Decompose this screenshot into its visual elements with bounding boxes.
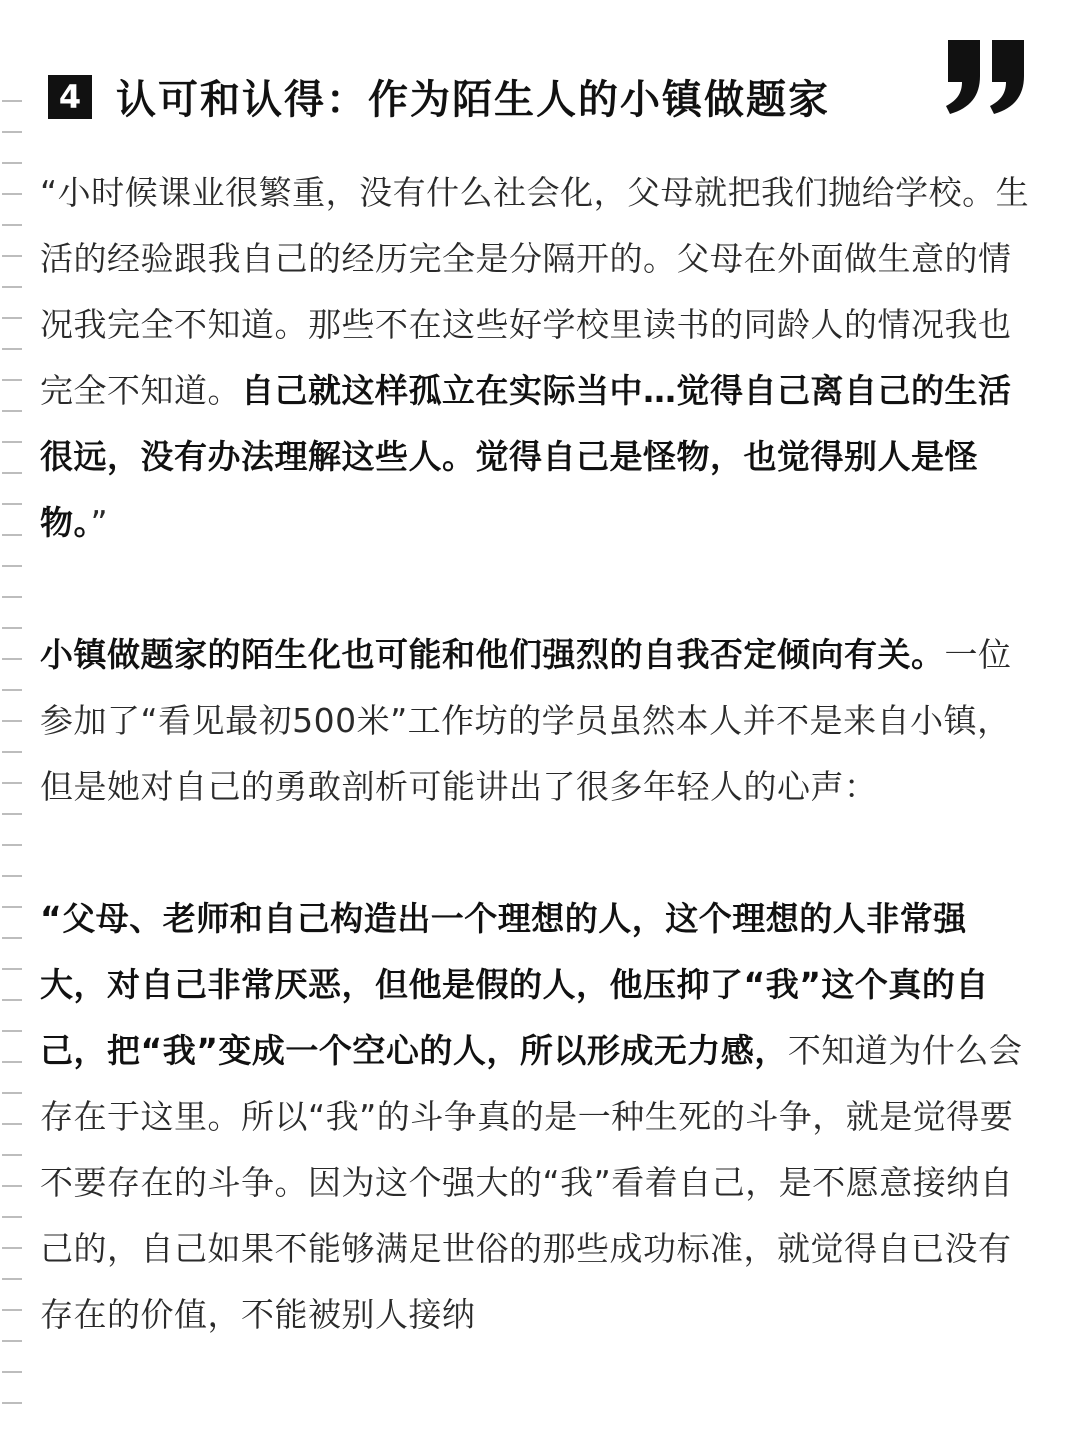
quote-paragraph-3 <box>40 886 1030 1348</box>
paragraph-spacer <box>40 556 1030 622</box>
body-paragraph-2 <box>40 622 1030 820</box>
section-title: 认可和认得：作为陌生人的小镇做题家 <box>116 76 830 123</box>
section-number-badge: 4 <box>48 75 92 119</box>
quote-paragraph-1 <box>40 160 1030 556</box>
quote-3-normal-text: 不知道为什么会存在于这里。所以“我”的斗争真的是一种生死的斗争，就是觉得要不要存在的斗争。因为这个强大的“我”看着自己，是不愿意接纳自己的，自己如果不能够满足世俗的那些成功标准，就觉得自已没有存在的价值，不能被别人接纳 <box>40 1031 1023 1334</box>
paragraph-spacer <box>40 820 1030 886</box>
quote-1-closing-mark: ” <box>90 503 109 542</box>
section-heading <box>48 70 830 122</box>
left-dashed-rule <box>0 100 22 1430</box>
quote-3-bold-text: “父母、老师和自己构造出一个理想的人，这个理想的人非常强大，对自己非常厌恶，但他是假的人，他压抑了“我”这个真的自己，把“我”变成一个空心的人，所以形成无力感， <box>40 899 989 1070</box>
article-body <box>40 160 1030 1348</box>
paragraph-2-normal-text: 一位参加了“看见最初500米”工作坊的学员虽然本人并不是来自小镇，但是她对自己的勇敢剖析可能讲出了很多年轻人的心声： <box>40 635 1012 806</box>
quote-1-normal-text: “小时候课业很繁重，没有什么社会化，父母就把我们抛给学校。生活的经验跟我自己的经历完全是分隔开的。父母在外面做生意的情况我完全不知道。那些不在这些好学校里读书的同龄人的情况我也完全不知道。 <box>40 173 1030 410</box>
quote-mark-icon <box>940 36 1032 116</box>
quote-1-bold-text: 自己就这样孤立在实际当中…觉得自己离自己的生活很远，没有办法理解这些人。觉得自己是怪物，也觉得别人是怪物。 <box>40 371 1012 542</box>
paragraph-2-bold-text: 小镇做题家的陌生化也可能和他们强烈的自我否定倾向有关。 <box>40 635 945 674</box>
